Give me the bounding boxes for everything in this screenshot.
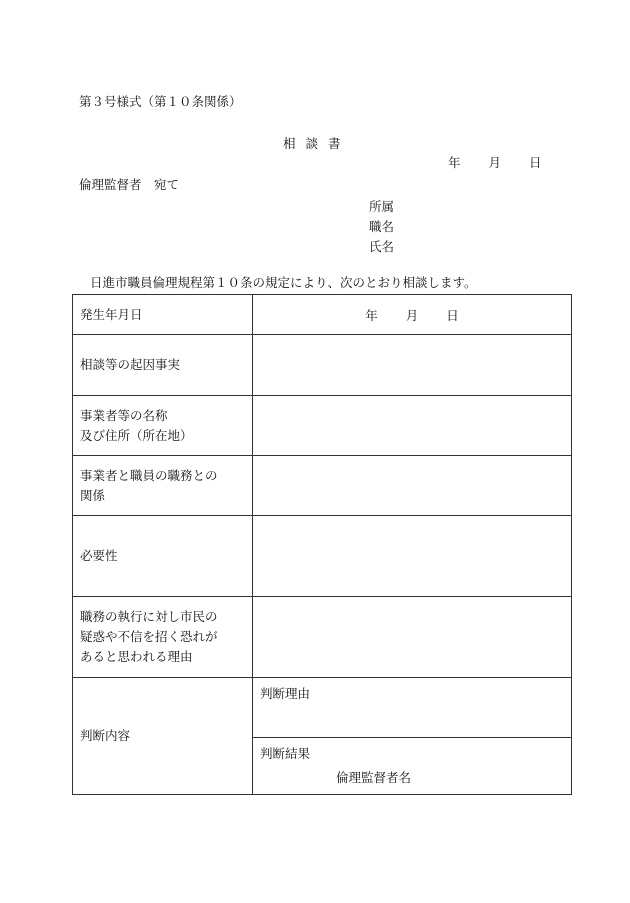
occurrence-month: 月 bbox=[405, 307, 419, 323]
suspicion-reason-label bbox=[73, 597, 253, 678]
intro-text: 日進市職員倫理規程第１０条の規定により、次のとおり相談します。 bbox=[90, 275, 477, 290]
label-line: 関係 bbox=[80, 487, 106, 503]
applicant-name-label: 氏名 bbox=[369, 239, 395, 254]
label-line: 及び住所（所在地） bbox=[80, 427, 193, 443]
necessity-field[interactable] bbox=[253, 516, 572, 597]
supervisor-name-label: 倫理監督者名 bbox=[336, 770, 412, 785]
occurrence-day: 日 bbox=[446, 307, 459, 323]
table-row bbox=[73, 335, 572, 396]
consultation-form-table bbox=[72, 294, 572, 795]
date-line bbox=[448, 157, 542, 170]
date-year: 年 bbox=[448, 155, 461, 170]
relationship-label bbox=[73, 456, 253, 516]
business-name-address-field[interactable] bbox=[253, 396, 572, 456]
relationship-field[interactable] bbox=[253, 456, 572, 516]
table-row bbox=[73, 678, 572, 738]
cause-fact-field[interactable] bbox=[253, 335, 572, 396]
judgment-result-label: 判断結果 bbox=[260, 746, 311, 761]
applicant-block bbox=[369, 197, 394, 257]
date-month: 月 bbox=[488, 155, 502, 170]
addressee: 倫理監督者 宛て bbox=[79, 177, 180, 192]
label-line: 職務の執行に対し市民の bbox=[80, 609, 218, 624]
suspicion-reason-field[interactable] bbox=[253, 597, 572, 678]
necessity-label: 必要性 bbox=[73, 516, 253, 597]
judgment-reason-label: 判断理由 bbox=[260, 686, 311, 701]
judgment-label: 判断内容 bbox=[73, 678, 253, 795]
occurrence-year: 年 bbox=[365, 307, 378, 323]
business-name-address-label bbox=[73, 396, 253, 456]
label-line: 事業者等の名称 bbox=[80, 407, 168, 423]
label-line: 疑惑や不信を招く恐れが bbox=[80, 629, 218, 644]
judgment-reason-field[interactable] bbox=[253, 678, 572, 738]
cause-fact-label: 相談等の起因事実 bbox=[73, 335, 253, 396]
document-title: 相談書 bbox=[283, 136, 351, 151]
occurrence-date-field[interactable] bbox=[253, 295, 572, 335]
judgment-result-field[interactable] bbox=[253, 738, 572, 795]
date-day: 日 bbox=[529, 155, 542, 170]
occurrence-date-label: 発生年月日 bbox=[73, 295, 253, 335]
table-row bbox=[73, 516, 572, 597]
table-row bbox=[73, 597, 572, 678]
applicant-position-label: 職名 bbox=[369, 219, 395, 234]
table-row bbox=[73, 396, 572, 456]
form-number: 第３号様式（第１０条関係） bbox=[79, 94, 242, 109]
applicant-affiliation-label: 所属 bbox=[369, 199, 395, 214]
label-line: 事業者と職員の職務との bbox=[80, 467, 218, 483]
table-row bbox=[73, 295, 572, 335]
table-row bbox=[73, 456, 572, 516]
label-line: あると思われる理由 bbox=[80, 649, 193, 664]
